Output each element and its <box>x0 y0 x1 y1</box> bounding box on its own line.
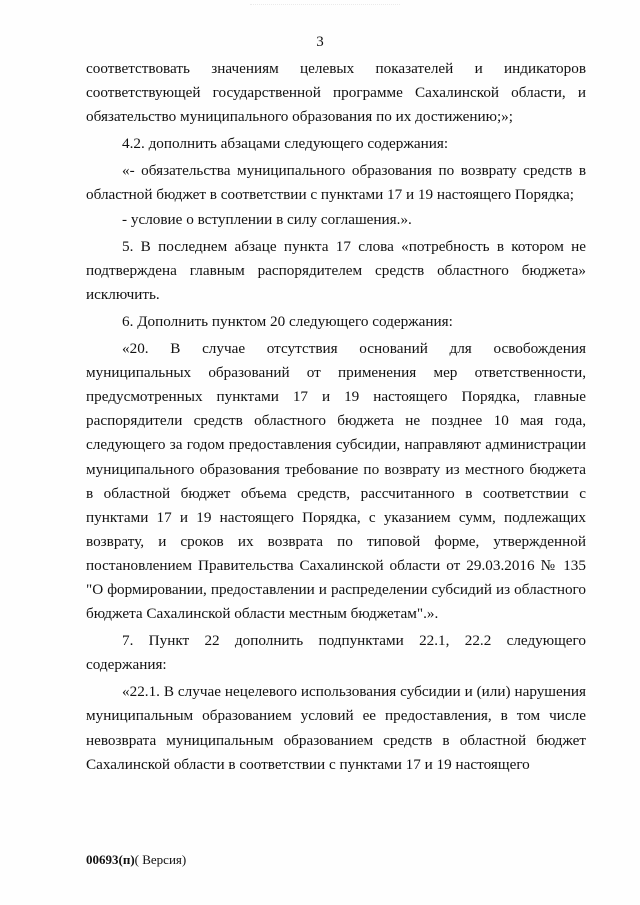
paragraph-item-5: 5. В последнем абзаце пункта 17 слова «потребность в котором не подтверждена главным распорядителем средств областного бюджета» исключить. <box>86 237 586 303</box>
paragraph-item-4-2: 4.2. дополнить абзацами следующего содержания: <box>122 135 449 153</box>
document-footer <box>86 852 186 868</box>
paragraph-quote-22-1: «22.1. В случае нецелевого использования субсидии и (или) нарушения муниципальным образованием условий ее предоставления, в том числе невозврата муниципальным образованием средств в областной бюджет Сахалинской области в соответствии с пунктами 17 и 19 настоящего <box>86 683 586 773</box>
paragraph-quote-obligations: «- обязательства муниципального образования по возврату средств в областной бюджет в соответствии с пунктами 17 и 19 настоящего Порядка; <box>86 162 586 204</box>
paragraph-quote-condition: - условие о вступлении в силу соглашения.». <box>122 210 412 228</box>
paragraph-quote-20: «20. В случае отсутствия оснований для освобождения муниципальных образований от применения мер ответственности, предусмотренных пунктами 17 и 19 настоящего Порядка, главные распорядители средств областного бюджета не позднее 10 мая года, следующего за годом предоставления субсидии, направляют администрации муниципального образования требование по возврату из местного бюджета в областной бюджет объема средств, рассчитанного в соответствии с пунктами 17 и 19 настоящего Порядка, с указанием сумм, подлежащих возврату, и сроков их возврата по типовой форме, утвержденной постановлением Правительства Сахалинской области от 29.03.2016 № 135 "О формировании, предоставлении и распределении субсидий из областного бюджета Сахалинской области местным бюджетам".». <box>86 340 586 623</box>
page-number: 3 <box>316 34 324 50</box>
paragraph-continuation: соответствовать значениям целевых показателей и индикаторов соответствующей государственной программе Сахалинской области, и обязательство муниципального образования по их достижению;»; <box>86 60 586 126</box>
scan-artifact <box>250 4 400 13</box>
paragraph-item-7: 7. Пункт 22 дополнить подпунктами 22.1, 22.2 следующего содержания: <box>86 632 586 674</box>
document-code: 00693(п) <box>86 852 135 867</box>
document-body <box>86 57 586 777</box>
paragraph-item-6: 6. Дополнить пунктом 20 следующего содержания: <box>122 312 453 330</box>
document-version: ( Версия) <box>134 852 187 867</box>
